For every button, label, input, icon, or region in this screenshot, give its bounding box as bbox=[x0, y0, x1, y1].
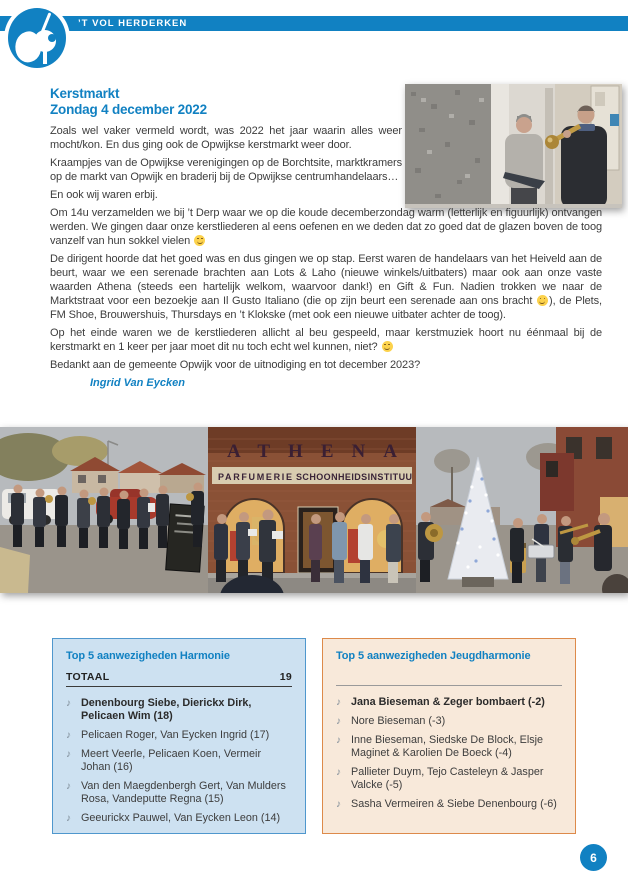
article-subtitle: Zondag 4 december 2022 bbox=[50, 102, 207, 117]
attendance-list-item bbox=[66, 812, 292, 825]
article-signature: Ingrid Van Eycken bbox=[90, 377, 185, 389]
total-row bbox=[66, 671, 292, 687]
attendance-names: Nore Bieseman (-3) bbox=[351, 715, 446, 727]
attendance-list-item bbox=[336, 798, 562, 811]
article-paragraph: Om 14u verzamelden we bij ’t Derp waar we op die koude decemberzondag warm (letterlijk en figuurlijk) ontvangen werden. We gingen daar onze kerstliederen al eens oefenen en we deden dat zo goed dat de glazen boven de toog vanzelf van hun sokkel vielen bbox=[50, 207, 602, 247]
divider-rule bbox=[336, 671, 562, 686]
smiley-emoji-icon bbox=[537, 295, 548, 306]
music-note-icon: ♪ bbox=[336, 697, 341, 708]
attendance-names: Geeurickx Pauwel, Van Eycken Leon (14) bbox=[81, 812, 281, 824]
masthead-title: ’T VOL HERDERKEN bbox=[78, 18, 188, 29]
article-paragraph: De dirigent hoorde dat het goed was en dus gingen we op stap. Eerst waren de handelaars van het Heiveld aan de beurt, waar we een serenade brachten aan Lots & Laho (nieuwe winkels/uitbaters) maar ook aan onze vaste waarden Athena (steeds een hartelijk welkom, waarvoor dank!) en Gift & Fun. Nadien trokken we naar de Marktstraat voor een bezoekje aan Il Gusto Italiano (die op zijn beurt een serenade aan ons bracht ), de Plets, FM Shoe, Brouwershuis, Thursdays en ’t Klokske (met ook een nieuwe uitbater achter de toog). bbox=[50, 253, 602, 321]
attendance-names: Meert Veerle, Pelicaen Koen, Vermeir Johan (16) bbox=[81, 748, 262, 773]
attendance-list-item bbox=[336, 734, 562, 760]
music-note-icon: ♪ bbox=[336, 716, 341, 727]
schoonheidsinstituut-sign: SCHOONHEIDSINSTITUU bbox=[296, 472, 412, 482]
article-paragraph: Kraampjes van de Opwijkse verenigingen op de Borchtsite, marktkramers op de markt van Opwijk en braderij bij de Opwijkse centrumhandelaars… bbox=[50, 157, 402, 183]
jeugdharmonie-box-title: Top 5 aanwezigheden Jeugdharmonie bbox=[336, 650, 531, 662]
music-note-icon: ♪ bbox=[336, 735, 341, 746]
article-paragraph: En ook wij waren erbij. bbox=[50, 189, 158, 201]
smiley-emoji-icon bbox=[194, 235, 205, 246]
attendance-names: Van den Maegdenbergh Gert, Van Mulders Rosa, Vandeputte Regna (15) bbox=[81, 780, 286, 805]
music-note-icon: ♪ bbox=[66, 698, 71, 709]
attendance-list-item bbox=[336, 696, 562, 709]
music-note-icon: ♪ bbox=[66, 781, 71, 792]
attendance-list-item bbox=[66, 748, 292, 774]
jeugdharmonie-attendance-box bbox=[322, 638, 576, 834]
music-note-icon: ♪ bbox=[66, 813, 71, 824]
smiley-emoji-icon bbox=[382, 341, 393, 352]
attendance-list-item bbox=[336, 766, 562, 792]
article-paragraph: Zoals wel vaker vermeld wordt, was 2022 het jaar waarin alles weer mocht/kon. En dus ging ook de Opwijkse kerstmarkt weer door. bbox=[50, 125, 402, 151]
music-note-icon: ♪ bbox=[66, 749, 71, 760]
attendance-names: Inne Bieseman, Siedske De Block, Elsje Maginet & Karolien De Boeck (-4) bbox=[351, 734, 544, 759]
photo-kerstmarkt-collage bbox=[0, 427, 628, 593]
shepherd-logo-icon bbox=[8, 8, 66, 68]
attendance-names: Sasha Vermeiren & Siebe Denenbourg (-6) bbox=[351, 798, 557, 810]
article-paragraph: Op het einde waren we de kerstliederen allicht al beu gespeeld, maar kerstmuziek hoort nu éénmaal bij de kerstmarkt en 1 keer per jaar moet dit nu toch echt wel kunnen, niet? bbox=[50, 327, 602, 353]
article-body bbox=[50, 124, 602, 389]
attendance-list-item bbox=[66, 780, 292, 806]
harmonie-attendance-box bbox=[52, 638, 306, 834]
attendance-names: Pallieter Duym, Tejo Casteleyn & Jasper Valcke (-5) bbox=[351, 766, 544, 791]
attendance-list-item bbox=[336, 715, 562, 728]
attendance-names: Pelicaen Roger, Van Eycken Ingrid (17) bbox=[81, 729, 270, 741]
music-note-icon: ♪ bbox=[66, 730, 71, 741]
parked-car-foreground bbox=[0, 547, 30, 593]
harmonie-top5-list bbox=[66, 697, 292, 825]
club-logo bbox=[4, 4, 70, 72]
attendance-names: Denenbourg Siebe, Dierickx Dirk, Pelicaen Wim (18) bbox=[81, 697, 252, 722]
music-note-icon: ♪ bbox=[336, 799, 341, 810]
article-title: Kerstmarkt bbox=[50, 86, 120, 101]
page-number-badge: 6 bbox=[580, 844, 607, 871]
attendance-names: Jana Bieseman & Zeger bombaert (-2) bbox=[351, 696, 545, 708]
storefront-name-sign: ATHENA bbox=[227, 441, 397, 462]
article-paragraph: Bedankt aan de gemeente Opwijk voor de uitnodiging en tot december 2023? bbox=[50, 359, 421, 371]
total-label: TOTAAL bbox=[66, 671, 110, 683]
parfumerie-sign: PARFUMERIE bbox=[218, 472, 292, 482]
harmonie-box-title: Top 5 aanwezigheden Harmonie bbox=[66, 650, 230, 662]
total-value: 19 bbox=[279, 671, 292, 683]
music-note-icon: ♪ bbox=[336, 767, 341, 778]
jeugdharmonie-top5-list bbox=[336, 696, 562, 811]
attendance-list-item bbox=[66, 697, 292, 723]
attendance-list-item bbox=[66, 729, 292, 742]
